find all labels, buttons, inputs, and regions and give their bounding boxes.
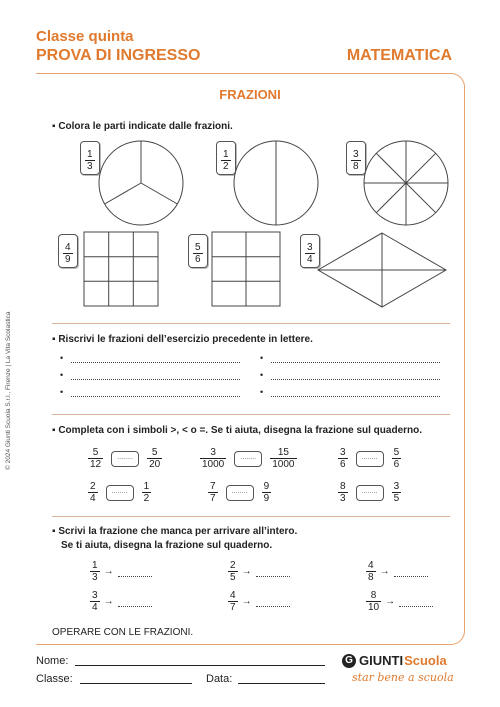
numerator: 2 (90, 481, 96, 492)
denominator: 6 (340, 459, 346, 470)
denominator: 1000 (272, 459, 295, 470)
complete-item (366, 590, 433, 613)
compare-box[interactable]: ........ (356, 451, 384, 467)
brand-name-a: GIUNTI (359, 653, 404, 668)
numerator: 1 (223, 149, 229, 160)
denominator: 1000 (202, 459, 225, 470)
numerator: 15 (277, 447, 289, 458)
denominator: 4 (307, 254, 313, 265)
denominator: 8 (368, 572, 374, 583)
grade-label: Classe quinta (36, 28, 134, 45)
test-title: PROVA DI INGRESSO (36, 47, 201, 64)
answer-line[interactable] (256, 596, 290, 607)
answer-line[interactable] (394, 566, 428, 577)
ex2-writing-lines (60, 352, 440, 397)
subject-title: MATEMATICA (346, 47, 452, 64)
ex1-instruction: ▪ Colora le parti indicate dalle frazioni. (52, 121, 233, 132)
denominator: 5 (230, 572, 236, 583)
numerator: 5 (151, 447, 158, 458)
answer-line[interactable] (399, 596, 433, 607)
numerator: 4 (65, 242, 71, 253)
compare-item (200, 447, 297, 470)
complete-item (366, 560, 428, 583)
compare-item (88, 447, 162, 470)
numerator: 3 (393, 481, 400, 492)
answer-line[interactable] (271, 352, 440, 363)
denominator: 10 (368, 602, 380, 613)
denominator: 3 (92, 572, 98, 583)
divider (52, 516, 450, 517)
compare-item (208, 481, 271, 504)
giunti-logo-icon: G (342, 654, 356, 668)
complete-item (228, 590, 290, 613)
compare-box[interactable]: ........ (226, 485, 254, 501)
answer-line[interactable] (271, 386, 440, 397)
divider (52, 414, 450, 415)
bullet: • (260, 386, 264, 397)
denominator: 8 (353, 161, 359, 172)
denominator: 9 (263, 493, 270, 504)
denominator: 20 (149, 459, 161, 470)
answer-line[interactable] (118, 596, 152, 607)
ex3-instruction: ▪ Completa con i simboli >, < o =. Se ti aiuta, disegna la frazione sul quaderno. (52, 425, 423, 436)
numerator: 1 (87, 149, 93, 160)
numerator: 5 (92, 447, 99, 458)
numerator: 8 (370, 590, 377, 601)
numerator: 9 (263, 481, 270, 492)
numerator: 5 (393, 447, 400, 458)
answer-line[interactable] (118, 566, 152, 577)
numerator: 8 (340, 481, 346, 492)
arrow-right-icon: → (241, 596, 252, 607)
answer-line[interactable] (71, 352, 240, 363)
numerator: 3 (210, 447, 216, 458)
numerator: 5 (195, 242, 201, 253)
name-label: Nome: (36, 655, 69, 667)
compare-item (88, 481, 151, 504)
ex2-instruction: ▪ Riscrivi le frazioni dell’esercizio precedente in lettere. (52, 334, 313, 345)
denominator: 4 (92, 602, 98, 613)
name-field[interactable] (75, 653, 325, 666)
numerator: 3 (340, 447, 346, 458)
numerator: 4 (368, 560, 374, 571)
brand-tagline: star bene a scuola (352, 671, 454, 684)
denominator: 7 (230, 602, 236, 613)
numerator: 2 (230, 560, 236, 571)
bullet: • (260, 369, 264, 380)
copyright-side-text: © 2024 Giunti Scuola S.r.l., Firenze | La Vita Scolastica (5, 311, 12, 470)
numerator: 3 (353, 149, 359, 160)
class-label: Classe: (36, 673, 73, 685)
bullet: • (60, 352, 64, 363)
complete-item (90, 560, 152, 583)
section-title: FRAZIONI (219, 87, 281, 102)
answer-line[interactable] (271, 369, 440, 380)
numerator: 1 (143, 481, 150, 492)
denominator: 5 (393, 493, 400, 504)
compare-box[interactable]: ........ (111, 451, 139, 467)
answer-line[interactable] (71, 386, 240, 397)
compare-item (338, 481, 401, 504)
class-field[interactable] (80, 671, 192, 684)
numerator: 4 (230, 590, 236, 601)
compare-box[interactable]: ........ (106, 485, 134, 501)
denominator: 4 (90, 493, 96, 504)
answer-line[interactable] (71, 369, 240, 380)
arrow-right-icon: → (241, 566, 252, 577)
card-footer-text: OPERARE CON LE FRAZIONI. (52, 627, 194, 638)
complete-item (90, 590, 152, 613)
date-field[interactable] (238, 671, 325, 684)
denominator: 12 (90, 459, 102, 470)
numerator: 3 (307, 242, 313, 253)
divider (52, 323, 450, 324)
grid-ninths[interactable] (84, 232, 158, 306)
answer-line[interactable] (256, 566, 290, 577)
ex4-instruction-line1: ▪ Scrivi la frazione che manca per arrivare all’intero. (52, 526, 298, 537)
denominator: 9 (65, 254, 71, 265)
numerator: 1 (92, 560, 98, 571)
complete-item (228, 560, 290, 583)
brand-name-b: Scuola (404, 653, 447, 668)
denominator: 6 (393, 459, 400, 470)
compare-item (338, 447, 401, 470)
arrow-right-icon: → (103, 596, 114, 607)
denominator: 2 (223, 161, 229, 172)
arrow-right-icon: → (379, 566, 390, 577)
arrow-right-icon: → (385, 596, 396, 607)
bullet: • (260, 352, 264, 363)
ex4-instruction-line2: Se ti aiuta, disegna la frazione sul quaderno. (61, 540, 273, 551)
arrow-right-icon: → (103, 566, 114, 577)
date-label: Data: (206, 673, 233, 685)
denominator: 7 (210, 493, 216, 504)
bullet: • (60, 369, 64, 380)
numerator: 3 (92, 590, 98, 601)
numerator: 7 (210, 481, 216, 492)
denominator: 2 (143, 493, 150, 504)
denominator: 3 (87, 161, 93, 172)
compare-box[interactable]: ........ (356, 485, 384, 501)
denominator: 3 (340, 493, 346, 504)
denominator: 6 (195, 254, 201, 265)
brand-logo (342, 653, 447, 668)
compare-box[interactable]: ........ (234, 451, 262, 467)
bullet: • (60, 386, 64, 397)
